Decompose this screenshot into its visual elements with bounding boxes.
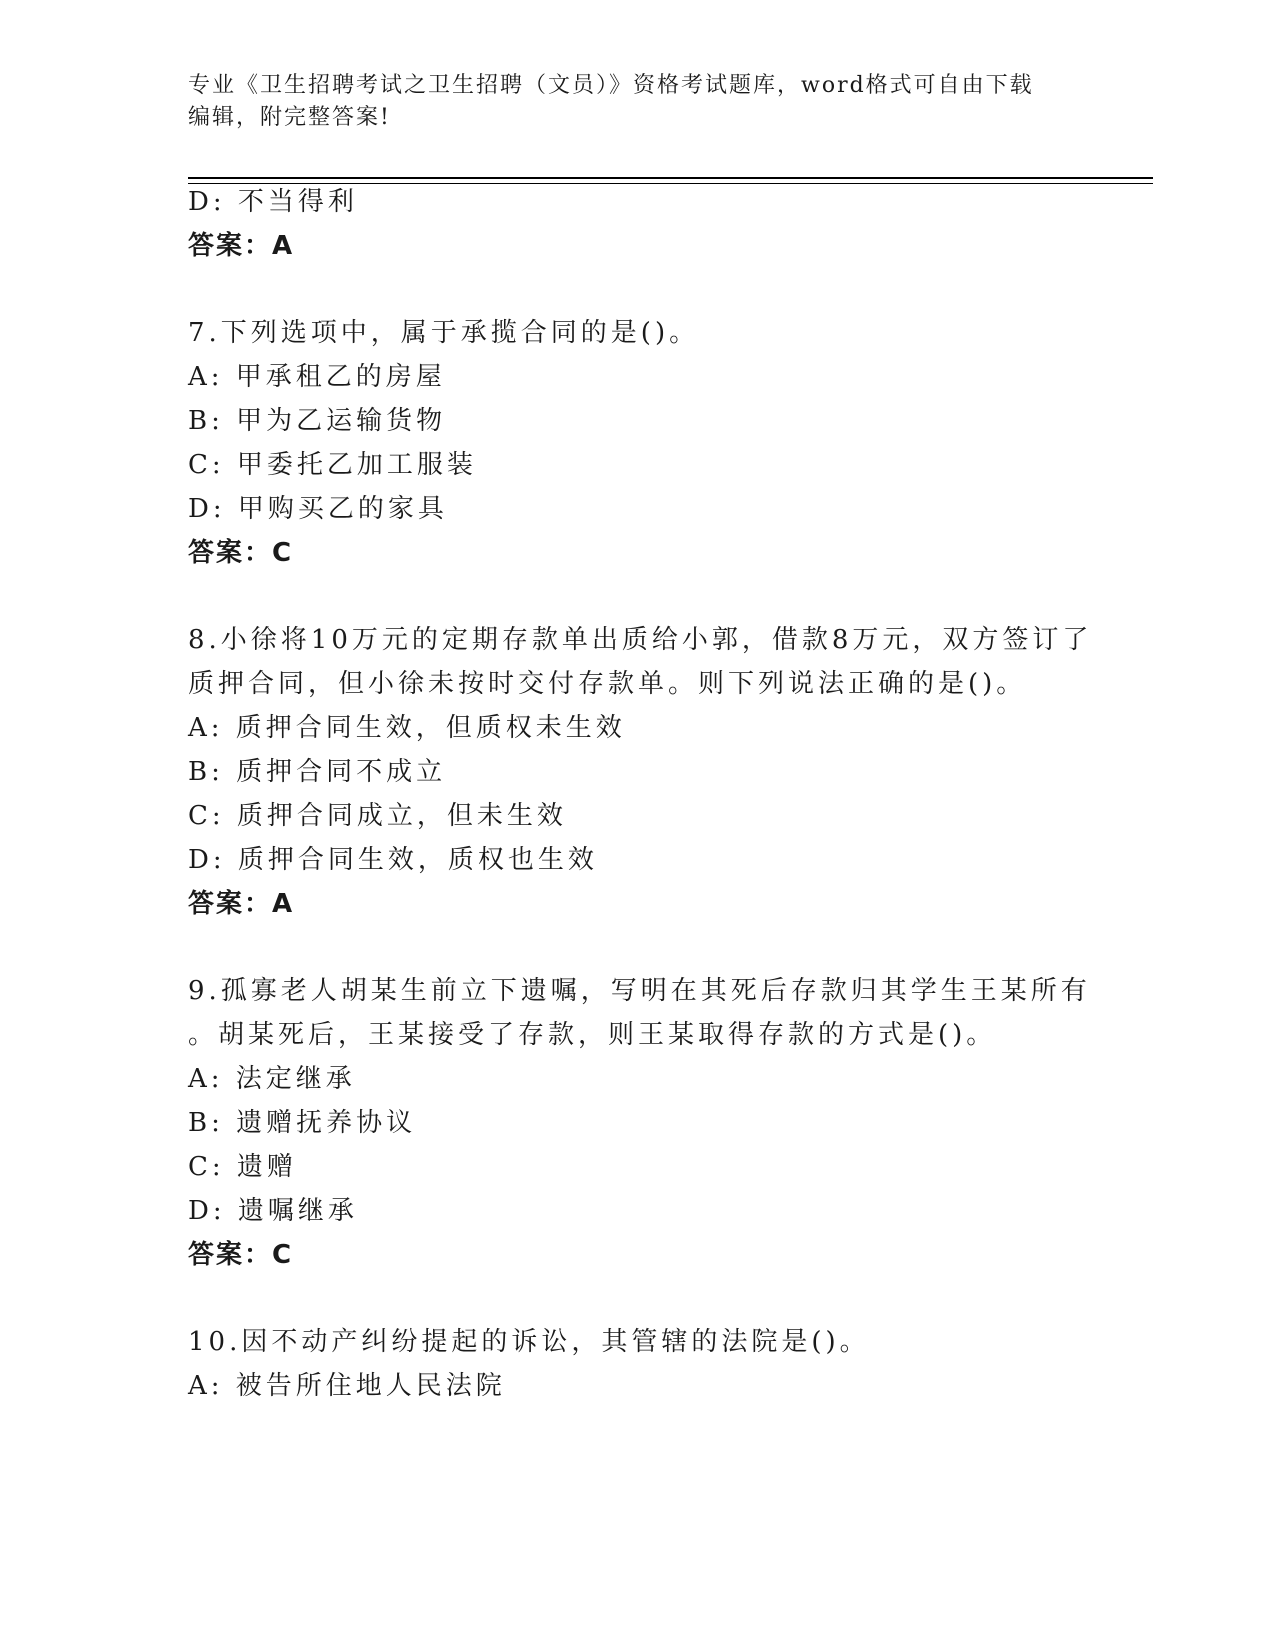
q8-option-d: D: 质押合同生效，质权也生效	[188, 845, 598, 875]
q9-stem-line-1: 9.孤寡老人胡某生前立下遗嘱，写明在其死后存款归其学生王某所有	[188, 976, 1091, 1006]
q9-option-d: D: 遗嘱继承	[188, 1196, 358, 1226]
q7-option-c: C: 甲委托乙加工服装	[188, 450, 477, 480]
q9-answer: 答案：C	[188, 1240, 294, 1270]
q8-answer: 答案：A	[188, 889, 295, 919]
q10-stem: 10.因不动产纠纷提起的诉讼，其管辖的法院是()。	[188, 1327, 870, 1357]
q7-option-b: B: 甲为乙运输货物	[188, 406, 447, 436]
q7-option-a: A: 甲承租乙的房屋	[188, 362, 446, 392]
q8-option-b: B: 质押合同不成立	[188, 757, 447, 787]
q7-option-d: D: 甲购买乙的家具	[188, 494, 448, 524]
q9-option-a: A: 法定继承	[188, 1064, 356, 1094]
q6-answer: 答案：A	[188, 231, 295, 261]
header-divider-thin	[188, 183, 1153, 184]
header-title-line-1: 专业《卫生招聘考试之卫生招聘（文员）》资格考试题库，word格式可自由下载	[188, 73, 1034, 98]
q8-stem-line-1: 8.小徐将10万元的定期存款单出质给小郭，借款8万元，双方签订了	[188, 625, 1093, 655]
q7-answer: 答案：C	[188, 538, 294, 568]
q9-stem-line-2: 。胡某死后，王某接受了存款，则王某取得存款的方式是()。	[188, 1020, 997, 1050]
document-header	[188, 70, 1088, 134]
q7-stem: 7.下列选项中，属于承揽合同的是()。	[188, 318, 700, 348]
q8-option-a: A: 质押合同生效，但质权未生效	[188, 713, 626, 743]
q10-option-a: A: 被告所住地人民法院	[188, 1371, 506, 1401]
q6-option-d: D: 不当得利	[188, 187, 358, 217]
header-title-line-2: 编辑，附完整答案!	[188, 105, 391, 130]
header-divider-thick	[188, 177, 1153, 179]
q9-option-b: B: 遗赠抚养协议	[188, 1108, 417, 1138]
q8-stem-line-2: 质押合同，但小徐未按时交付存款单。则下列说法正确的是()。	[188, 669, 1027, 699]
q8-option-c: C: 质押合同成立，但未生效	[188, 801, 567, 831]
q9-option-c: C: 遗赠	[188, 1152, 297, 1182]
